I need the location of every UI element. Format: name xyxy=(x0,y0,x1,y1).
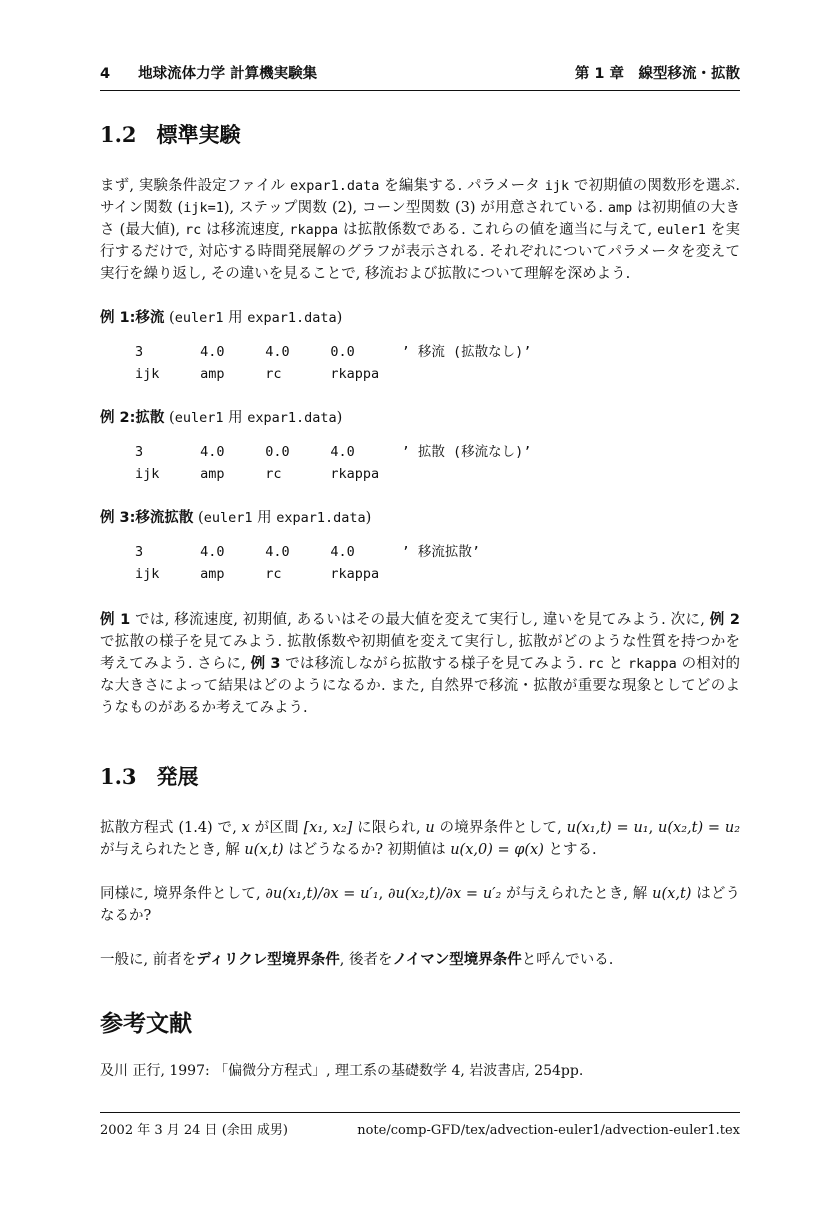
text-segment: と呼んでいる. xyxy=(521,952,614,968)
example-3-data-block xyxy=(135,541,740,585)
text-segment: 用 xyxy=(223,410,248,426)
code-cell: 4.0 xyxy=(200,444,225,460)
code-cell: ijk xyxy=(135,466,160,482)
text-segment: rkappa xyxy=(289,222,339,238)
text-segment: の相対的な大きさによって結果はどのようになるか. また, 自然界で移流・拡散が重要な現象としてどのようなものがあるか考えてみよう. xyxy=(100,656,741,716)
text-segment: ∂u(x₁,t)/∂x = u′₁ xyxy=(265,886,379,902)
text-segment: euler1 xyxy=(174,310,224,326)
text-segment: では, 移流速度, 初期値, あるいはその最大値を変えて実行し, 違いを見てみよう. 次に, xyxy=(130,612,710,628)
text-segment: 例 3 xyxy=(250,656,281,672)
boundary-naming-paragraph xyxy=(100,949,740,971)
text-segment: が区間 xyxy=(249,820,304,836)
code-cell: amp xyxy=(200,466,225,482)
text-segment: が与えられたとき, 解 xyxy=(501,886,653,902)
text-segment: が与えられたとき, 解 xyxy=(100,842,245,858)
text-segment: で初期値の関数形を選ぶ. サイン関数 ( xyxy=(100,178,740,216)
section-heading-1-3 xyxy=(100,761,740,791)
header-left xyxy=(100,62,317,83)
text-segment: euler1 xyxy=(174,410,224,426)
text-segment: , xyxy=(378,886,389,902)
text-segment: は拡散係数である. これらの値を適当に与えて, xyxy=(338,222,658,238)
code-cell: rc xyxy=(265,566,282,582)
text-segment: 例 3:移流拡散 xyxy=(100,510,194,526)
reference-entry: 及川 正行, 1997: 「偏微分方程式」, 理工系の基礎数学 4, 岩波書店, 254pp. xyxy=(100,1063,584,1079)
text-segment: ディリクレ型境界条件 xyxy=(196,952,340,968)
example-1-data-block xyxy=(135,341,740,385)
page-header xyxy=(100,62,740,91)
code-cell: 0.0 xyxy=(330,344,355,360)
text-segment: [x₁, x₂] xyxy=(303,820,353,836)
text-segment: expar1.data xyxy=(290,178,380,194)
text-segment: を実行するだけで, 対応する時間発展解のグラフが表示される. それぞれについてパラメータを変えて実行を繰り返し, その違いを見ることで, 移流および拡散について理解を深めよう. xyxy=(100,222,741,282)
references-heading: 参考文献 xyxy=(100,1011,192,1037)
code-row-labels xyxy=(135,463,740,485)
dirichlet-question-paragraph xyxy=(100,817,740,861)
text-segment: 例 1:移流 xyxy=(100,310,165,326)
code-row-values xyxy=(135,441,740,463)
text-segment: では移流しながら拡散する様子を見てみよう. xyxy=(280,656,588,672)
text-segment: u(x,0) = φ(x) xyxy=(450,842,544,858)
text-segment: ) xyxy=(336,310,343,326)
code-row-values xyxy=(135,541,740,563)
text-segment: に限られ, xyxy=(352,820,426,836)
header-right-title: 第 1 章 線型移流・拡散 xyxy=(574,66,740,82)
code-cell: ijk xyxy=(135,566,160,582)
section-title: 標準実験 xyxy=(156,123,241,147)
text-segment: 一般に, 前者を xyxy=(100,952,197,968)
header-left-title: 地球流体力学 計算機実験集 xyxy=(138,66,318,82)
code-cell: 3 xyxy=(135,344,144,360)
text-segment: rc xyxy=(184,222,202,238)
code-comment: ’ 移流拡散’ xyxy=(401,544,480,560)
section-title: 発展 xyxy=(156,765,199,789)
code-cell: amp xyxy=(200,366,225,382)
text-segment: の境界条件として, xyxy=(434,820,567,836)
text-segment: まず, 実験条件設定ファイル xyxy=(100,178,291,194)
example-3-title xyxy=(100,507,740,529)
text-segment: , xyxy=(648,820,659,836)
text-segment: はどうなるか? xyxy=(100,886,741,924)
example-2-title xyxy=(100,407,740,429)
text-segment: とする. xyxy=(543,842,597,858)
text-segment: expar1.data xyxy=(247,310,337,326)
code-cell: 4.0 xyxy=(330,544,355,560)
intro-paragraph xyxy=(100,175,740,285)
code-cell: 3 xyxy=(135,544,144,560)
code-comment: ’ 移流 (拡散なし)’ xyxy=(401,344,532,360)
text-segment: 用 xyxy=(252,510,277,526)
text-segment: 拡散方程式 (1.4) で, xyxy=(100,820,242,836)
footer-date: 2002 年 3 月 24 日 (余田 成男) xyxy=(100,1123,288,1138)
neumann-question-paragraph xyxy=(100,883,740,927)
code-cell: 0.0 xyxy=(265,444,290,460)
code-cell: rkappa xyxy=(330,566,380,582)
text-segment: ∂u(x₂,t)/∂x = u′₂ xyxy=(388,886,502,902)
text-segment: と xyxy=(603,656,629,672)
text-segment: u(x₁,t) = u₁ xyxy=(566,820,649,836)
text-segment: euler1 xyxy=(657,222,706,238)
code-cell: rc xyxy=(265,466,282,482)
example-2-data-block xyxy=(135,441,740,485)
text-segment: 例 2:拡散 xyxy=(100,410,165,426)
code-cell: 4.0 xyxy=(200,344,225,360)
text-segment: ), ステップ関数 (2), コーン型関数 (3) が用意されている. xyxy=(223,200,608,216)
code-row-values xyxy=(135,341,740,363)
section-number: 1.3 xyxy=(100,764,137,789)
text-segment: x xyxy=(241,820,250,836)
discussion-paragraph xyxy=(100,609,740,719)
text-segment: ) xyxy=(336,410,343,426)
text-segment: を編集する. パラメータ xyxy=(379,178,545,194)
text-segment: u(x₂,t) = u₂ xyxy=(658,820,741,836)
text-segment: ijk=1 xyxy=(183,200,224,216)
text-segment: u xyxy=(425,820,435,836)
code-cell: 3 xyxy=(135,444,144,460)
text-segment: u(x,t) xyxy=(652,886,692,902)
code-cell: 4.0 xyxy=(200,544,225,560)
text-segment: expar1.data xyxy=(276,510,366,526)
code-cell: amp xyxy=(200,566,225,582)
code-comment: ’ 拡散 (移流なし)’ xyxy=(401,444,532,460)
code-row-labels xyxy=(135,363,740,385)
text-segment: で拡散の様子を見てみよう. 拡散係数や初期値を変えて実行し, 拡散がどのような性質を持つかを考えてみよう. さらに, xyxy=(100,634,740,672)
text-segment: 同様に, 境界条件として, xyxy=(100,886,266,902)
text-segment: ijk xyxy=(544,178,570,194)
text-segment: はどうなるか? 初期値は xyxy=(283,842,451,858)
text-segment: euler1 xyxy=(203,510,253,526)
text-segment: ノイマン型境界条件 xyxy=(392,952,522,968)
text-segment: expar1.data xyxy=(247,410,337,426)
code-row-labels xyxy=(135,563,740,585)
text-segment: ( xyxy=(164,310,175,326)
code-cell: rkappa xyxy=(330,366,380,382)
page-footer xyxy=(100,1112,740,1138)
text-segment: 例 1 xyxy=(100,612,131,628)
code-cell: 4.0 xyxy=(265,544,290,560)
text-segment: amp xyxy=(607,200,633,216)
text-segment: rkappa xyxy=(628,656,677,672)
text-segment: 用 xyxy=(223,310,248,326)
text-segment: ) xyxy=(365,510,372,526)
text-segment: ( xyxy=(193,510,204,526)
section-heading-1-2 xyxy=(100,119,740,149)
text-segment: u(x,t) xyxy=(244,842,284,858)
text-segment: ( xyxy=(164,410,175,426)
section-number: 1.2 xyxy=(100,122,137,147)
code-cell: rkappa xyxy=(330,466,380,482)
document-page xyxy=(0,62,826,1231)
footer-filepath: note/comp-GFD/tex/advection-euler1/advection-euler1.tex xyxy=(357,1123,740,1138)
example-1-title xyxy=(100,307,740,329)
text-segment: は初期値の大きさ (最大値), xyxy=(100,200,741,238)
text-segment: , 後者を xyxy=(339,952,393,968)
text-segment: rc xyxy=(587,656,604,672)
text-segment: は移流速度, xyxy=(201,222,290,238)
page-number: 4 xyxy=(100,66,111,82)
code-cell: 4.0 xyxy=(265,344,290,360)
code-cell: rc xyxy=(265,366,282,382)
code-cell: ijk xyxy=(135,366,160,382)
text-segment: 例 2 xyxy=(709,612,740,628)
code-cell: 4.0 xyxy=(330,444,355,460)
